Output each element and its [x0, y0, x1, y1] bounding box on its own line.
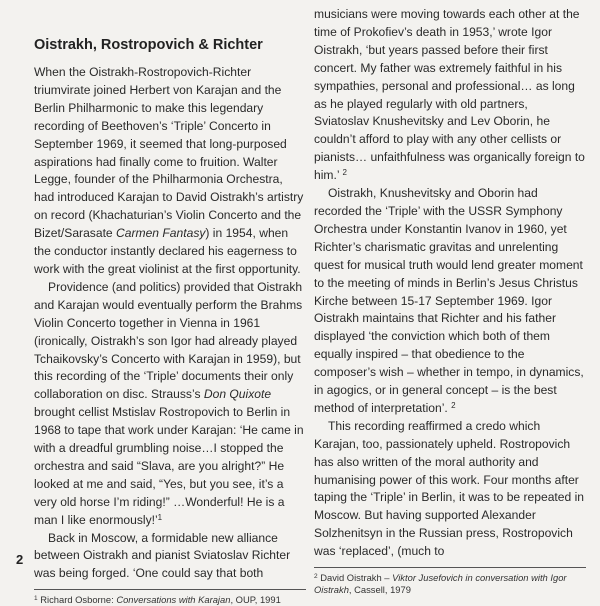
right-column	[314, 6, 586, 596]
left-column	[34, 6, 306, 606]
page-heading: Oistrakh, Rostropovich & Richter	[34, 37, 263, 53]
footnote-ref-2b: 2	[451, 400, 456, 410]
footnote-ref-1: 1	[157, 512, 163, 522]
paragraph-2: Providence (and politics) provided that Oistrakh and Karajan would eventually perform the Brahms Violin Concerto together in Vienna in 1961 (ironically, Oistrakh’s son Igor had already played Tchaikovsky’s Concerto with Karajan in 1959), but this recording of the ‘Triple’ documents their only collaboration on disc. Strauss’s Don Quixote brought cellist Mstislav Rostropovich to Berlin in 1968 to tape that work under Karajan: ‘He came in with a dreadful grumbling noise…I stopped the orchestra and said “Slava, are you alright?” He looked at me and said, “Yes, but you see, it’s a very old horse I’m riding!” …Wonderful! He is a man I like enormously!’$^1$	[34, 279, 304, 527]
paragraph-3: Back in Moscow, a formidable new alliance between Oistrakh and pianist Sviatoslav Richter was being forged. ‘One could say that both	[34, 530, 291, 581]
footnote-divider	[34, 589, 306, 590]
footnote-1: $^1$ Richard Osborne: Conversations with Karajan, OUP, 1991	[34, 594, 281, 606]
page-number: 2	[16, 552, 24, 567]
footnote-divider-2	[314, 567, 586, 568]
footnote-ref-2: 2	[342, 168, 347, 178]
paragraph-5: Oistrakh, Knushevitsky and Oborin had recorded the ‘Triple’ with the USSR Symphony Orchestra under Konstantin Ivanov in 1960, yet Richter’s charismatic gravitas and unrelenting quest for musical truth would lend greater moment to the meeting of minds in Berlin’s Jesus Christus Kirche between 15-17 September 1969. Igor Oistrakh maintains that Richter and his father displayed ‘the conviction which both of them equally inspired – that obedience to the composer’s wish – whether in tempo, in dynamics, in agogics, or in general concept – is the best method of interpretation’. $^2$	[314, 186, 584, 415]
footnote-2: $^2$ David Oistrakh – Viktor Jusefovich in conversation with Igor Oistrakh, Cassell, 1979	[314, 572, 567, 596]
paragraph-6: This recording reaffirmed a credo which Karajan, too, passionately upheld. Rostropovich has also written of the moral authority and humanising power of this work. Four months after taping the ‘Triple’ in Berlin, it was to be repeated in Moscow. But having supported Alexander Solzhenitsyn in the Russian press, Rostropovich was ‘replaced’, (much to	[314, 418, 585, 559]
paragraph-4: musicians were moving towards each other at the time of Prokofiev’s death in 1953,’ wrote Igor Oistrakh, ‘but years passed before their first concert. My father was extremely faithful in his sympathies, personal and professional… as long as he played regularly with old partners, Sviatoslav Knushevitsky and Lev Oborin, he couldn’t afford to play with any other cellists or pianists… unfaithfulness was organically foreign to him.’ $^2$	[314, 7, 585, 183]
paragraph-1: When the Oistrakh-Rostropovich-Richter triumvirate joined Herbert von Karajan and the Berlin Philharmonic to make this legendary recording of Beethoven’s ‘Triple’ Concerto in September 1969, it seemed that long-purposed aspirations had finally come to fruition. Walter Legge, founder of the Philharmonia Orchestra, had introduced Karajan to David Oistrakh’s artistry on record (Khachaturian’s Violin Concerto and the Bizet/Sarasate Carmen Fantasy) in 1954, when the conductor instantly declared his eagerness to work with the great violinist at the first opportunity.	[34, 65, 304, 276]
